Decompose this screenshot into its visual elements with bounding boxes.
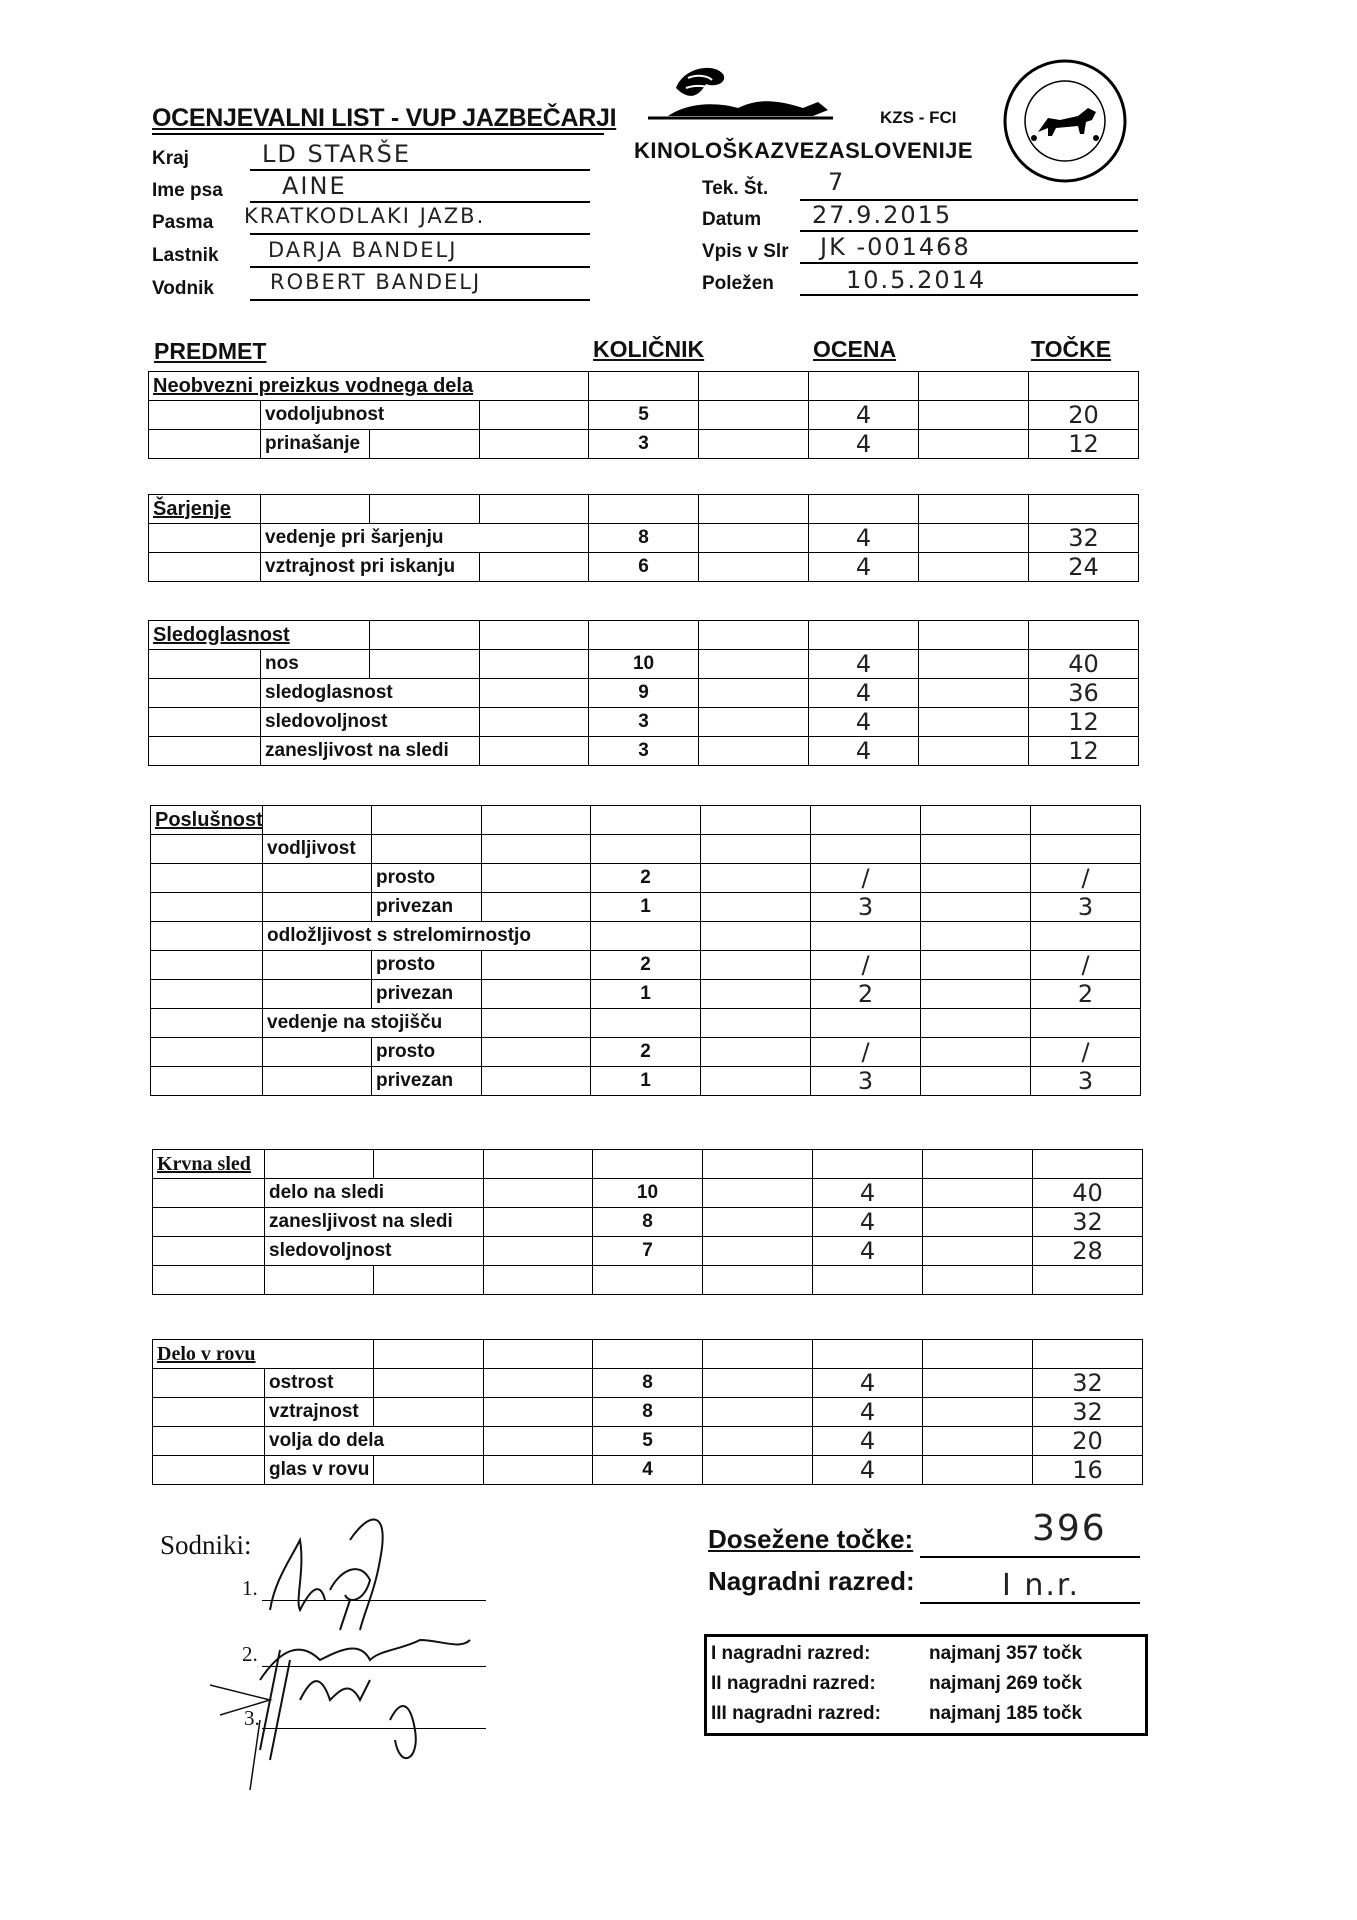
section-title: Sledoglasnost (149, 621, 370, 650)
section-title: Krvna sled (153, 1150, 265, 1179)
lastnik-label: Lastnik (152, 245, 219, 266)
points-cell: 16 (1033, 1456, 1143, 1485)
table-row (149, 495, 1139, 524)
factor-cell: 8 (593, 1208, 703, 1237)
factor-cell: 2 (591, 951, 701, 980)
points-cell: 20 (1033, 1427, 1143, 1456)
factor-cell: 10 (593, 1179, 703, 1208)
grade-cell: 4 (813, 1427, 923, 1456)
section-krvna-sled (152, 1149, 1143, 1295)
judge-2-number: 2. (242, 1642, 258, 1666)
tek-st-value: 7 (828, 168, 846, 196)
grade-cell: 4 (809, 679, 919, 708)
grade-cell: 3 (811, 893, 921, 922)
factor-cell: 5 (593, 1427, 703, 1456)
class-1-req: najmanj 357 točk (929, 1643, 1083, 1664)
table-row (151, 1009, 1141, 1038)
pasma-value: KRATKODLAKI JAZB. (244, 204, 486, 228)
section-title: Neobvezni preizkus vodnega dela (149, 372, 589, 401)
table-row (151, 980, 1141, 1009)
col-predmet: PREDMET (154, 338, 267, 364)
factor-cell: 3 (589, 430, 699, 459)
row-label: privezan (372, 1067, 482, 1096)
factor-cell: 10 (589, 650, 699, 679)
polezen-value: 10.5.2014 (846, 266, 987, 294)
factor-cell: 4 (593, 1456, 703, 1485)
grade-cell: / (811, 864, 921, 893)
group-label: vedenje na stojišču (263, 1009, 482, 1038)
points-cell: 12 (1029, 737, 1139, 766)
kzs-logo-icon (628, 58, 848, 130)
table-row (151, 835, 1141, 864)
judge-1-number: 1. (242, 1576, 258, 1600)
row-label: prosto (372, 864, 482, 893)
section-poslusnost (150, 805, 1141, 1096)
points-cell: 32 (1029, 524, 1139, 553)
vpis-value: JK -001468 (820, 233, 971, 261)
section-sledoglasnost (148, 620, 1139, 766)
vodnik-label: Vodnik (152, 278, 214, 299)
judge-3-number: 3. (244, 1706, 260, 1730)
table-row (153, 1150, 1143, 1179)
table-row (149, 553, 1139, 582)
table-row (149, 524, 1139, 553)
factor-cell: 2 (591, 1038, 701, 1067)
grade-cell: / (811, 1038, 921, 1067)
grade-cell: 4 (809, 650, 919, 679)
grade-cell: 3 (811, 1067, 921, 1096)
table-row (151, 864, 1141, 893)
table-row (149, 430, 1139, 459)
table-row (153, 1266, 1143, 1295)
factor-cell: 8 (589, 524, 699, 553)
datum-label: Datum (702, 209, 762, 230)
ime-psa-label: Ime psa (152, 180, 223, 201)
row-label: privezan (372, 980, 482, 1009)
points-cell: 12 (1029, 708, 1139, 737)
row-label: sledovoljnost (265, 1237, 484, 1266)
factor-cell: 1 (591, 1067, 701, 1096)
row-label: sledovoljnost (261, 708, 480, 737)
section-water-work (148, 371, 1139, 459)
table-row (153, 1456, 1143, 1485)
factor-cell: 3 (589, 708, 699, 737)
grade-cell: 4 (813, 1456, 923, 1485)
section-sarjenje (148, 494, 1139, 582)
table-row (151, 1067, 1141, 1096)
table-row (153, 1369, 1143, 1398)
grade-cell: 4 (813, 1369, 923, 1398)
kzs-fci-label: KZS - FCI (880, 108, 957, 127)
table-row (149, 650, 1139, 679)
kraj-value: LD STARŠE (262, 140, 412, 168)
row-label: zanesljivost na sledi (265, 1208, 484, 1237)
factor-cell: 7 (593, 1237, 703, 1266)
judge-signatures-icon (200, 1500, 500, 1800)
tek-st-label: Tek. Št. (702, 178, 769, 199)
award-class-label: Nagradni razred: (708, 1566, 915, 1596)
kraj-label: Kraj (152, 148, 189, 169)
factor-cell: 9 (589, 679, 699, 708)
row-label: delo na sledi (265, 1179, 484, 1208)
grade-cell: 4 (809, 401, 919, 430)
pasma-label: Pasma (152, 212, 214, 233)
section-title: Delo v rovu (153, 1340, 374, 1369)
table-row (153, 1398, 1143, 1427)
table-row (151, 922, 1141, 951)
factor-cell: 1 (591, 980, 701, 1009)
col-tocke: TOČKE (1031, 336, 1112, 362)
points-cell: 32 (1033, 1208, 1143, 1237)
class-1-label: I nagradni razred: (711, 1643, 871, 1664)
row-label: prinašanje (261, 430, 370, 459)
row-label: volja do dela (265, 1427, 484, 1456)
row-label: glas v rovu (265, 1456, 374, 1485)
points-cell: / (1031, 864, 1141, 893)
factor-cell: 2 (591, 864, 701, 893)
grade-cell: 4 (809, 524, 919, 553)
factor-cell: 8 (593, 1398, 703, 1427)
factor-cell: 3 (589, 737, 699, 766)
award-classes-box (704, 1634, 1148, 1736)
row-label: vodoljubnost (261, 401, 480, 430)
group-label: vodljivost (263, 835, 372, 864)
club-seal (1000, 56, 1130, 186)
polezen-label: Poležen (702, 273, 774, 294)
grade-cell: 2 (811, 980, 921, 1009)
table-row (149, 401, 1139, 430)
grade-cell: 4 (809, 553, 919, 582)
col-ocena: OCENA (813, 336, 897, 362)
class-2-label: II nagradni razred: (711, 1673, 876, 1694)
table-row (149, 737, 1139, 766)
table-row (149, 621, 1139, 650)
group-label: odložljivost s strelomirnostjo (263, 922, 591, 951)
grade-cell: 4 (809, 737, 919, 766)
table-row (151, 893, 1141, 922)
table-row (149, 679, 1139, 708)
col-kolicnik: KOLIČNIK (593, 336, 705, 362)
points-cell: 28 (1033, 1237, 1143, 1266)
class-2-req: najmanj 269 točk (929, 1673, 1083, 1694)
award-class-value: I n.r. (1002, 1568, 1081, 1603)
class-3-label: III nagradni razred: (711, 1703, 881, 1724)
ime-psa-value: AINE (282, 172, 347, 200)
points-cell: 3 (1031, 1067, 1141, 1096)
table-row (149, 708, 1139, 737)
points-cell: 12 (1029, 430, 1139, 459)
points-cell: 3 (1031, 893, 1141, 922)
factor-cell: 5 (589, 401, 699, 430)
grade-cell: 4 (813, 1208, 923, 1237)
row-label: prosto (372, 951, 482, 980)
section-title: Poslušnost (151, 806, 263, 835)
points-cell: 24 (1029, 553, 1139, 582)
row-label: vztrajnost (265, 1398, 374, 1427)
lastnik-value: DARJA BANDELJ (268, 238, 458, 262)
grade-cell: 4 (813, 1237, 923, 1266)
factor-cell: 8 (593, 1369, 703, 1398)
table-row (149, 372, 1139, 401)
points-cell: 40 (1029, 650, 1139, 679)
organization-name: KINOLOŠKAZVEZASLOVENIJE (634, 138, 974, 163)
row-label: ostrost (265, 1369, 374, 1398)
points-cell: 32 (1033, 1398, 1143, 1427)
row-label: prosto (372, 1038, 482, 1067)
grade-cell: 4 (813, 1398, 923, 1427)
table-row (153, 1237, 1143, 1266)
row-label: privezan (372, 893, 482, 922)
page-title: OCENJEVALNI LIST - VUP JAZBEČARJI (152, 104, 617, 132)
datum-value: 27.9.2015 (812, 201, 953, 229)
row-label: zanesljivost na sledi (261, 737, 480, 766)
table-row (151, 951, 1141, 980)
vpis-label: Vpis v Slr (702, 241, 789, 262)
factor-cell: 6 (589, 553, 699, 582)
grade-cell: / (811, 951, 921, 980)
factor-cell: 1 (591, 893, 701, 922)
points-cell: / (1031, 1038, 1141, 1067)
row-label: vztrajnost pri iskanju (261, 553, 480, 582)
table-row (153, 1340, 1143, 1369)
table-row (153, 1427, 1143, 1456)
points-total-label: Dosežene točke: (708, 1524, 914, 1554)
row-label: vedenje pri šarjenju (261, 524, 589, 553)
grade-cell: 4 (813, 1179, 923, 1208)
class-3-req: najmanj 185 točk (929, 1703, 1083, 1724)
table-row (153, 1179, 1143, 1208)
table-row (151, 806, 1141, 835)
judges-label: Sodniki: (160, 1530, 252, 1560)
points-cell: 32 (1033, 1369, 1143, 1398)
section-title: Šarjenje (149, 495, 261, 524)
section-delo-v-rovu (152, 1339, 1143, 1485)
grade-cell: 4 (809, 708, 919, 737)
row-label: nos (261, 650, 370, 679)
points-total-value: 396 (1032, 1508, 1107, 1549)
vodnik-value: ROBERT BANDELJ (270, 270, 482, 294)
points-cell: / (1031, 951, 1141, 980)
points-cell: 20 (1029, 401, 1139, 430)
points-cell: 40 (1033, 1179, 1143, 1208)
table-row (153, 1208, 1143, 1237)
table-row (151, 1038, 1141, 1067)
points-cell: 36 (1029, 679, 1139, 708)
grade-cell: 4 (809, 430, 919, 459)
row-label: sledoglasnost (261, 679, 480, 708)
points-cell: 2 (1031, 980, 1141, 1009)
